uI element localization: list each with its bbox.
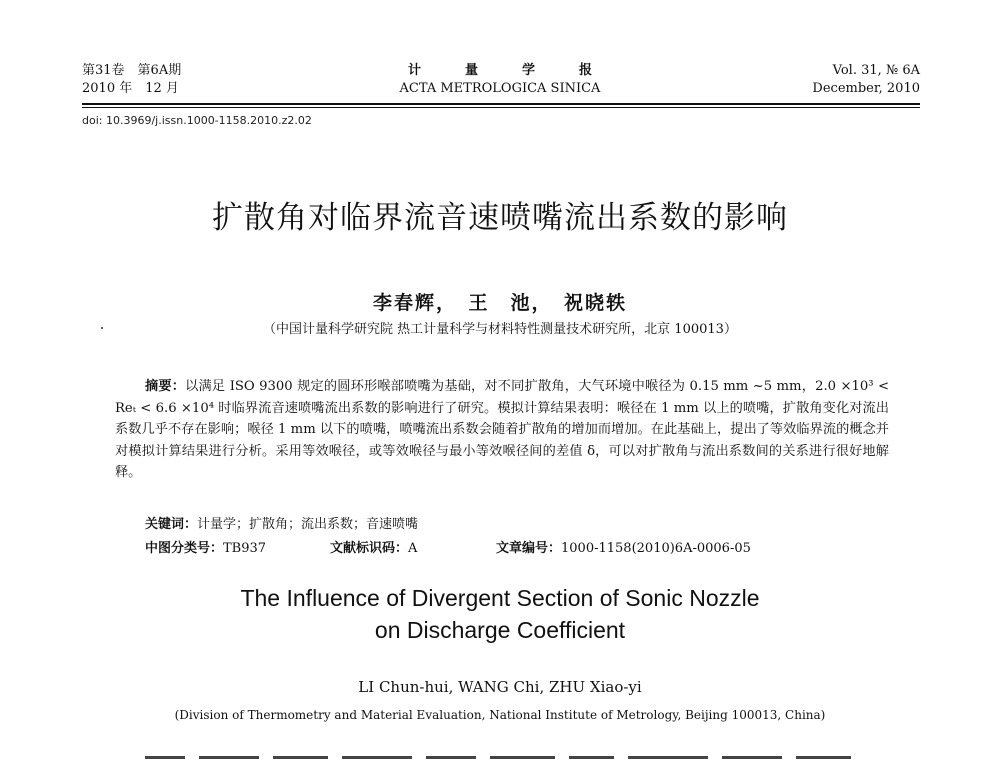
article-number bbox=[496, 537, 751, 556]
doi: doi: 10.3969/j.issn.1000-1158.2010.z2.02 bbox=[82, 114, 312, 127]
date-cn: 2010 年 12 月 bbox=[82, 81, 179, 96]
cut-off-text-line bbox=[145, 748, 885, 760]
title-en-line2: on Discharge Coefficient bbox=[374, 617, 626, 643]
title-en-line1: The Influence of Divergent Section of Sonic Nozzle bbox=[240, 585, 760, 611]
header-rule-thin bbox=[82, 107, 920, 108]
authors-cn: 李春辉， 王 池， 祝晓轶 bbox=[372, 292, 627, 314]
doc-code-label: 文献标识码： bbox=[330, 541, 409, 556]
clc-label: 中图分类号： bbox=[145, 541, 224, 556]
abstract bbox=[115, 376, 889, 484]
keywords-text: 计量学；扩散角；流出系数；音速喷嘴 bbox=[197, 517, 419, 532]
article-no-value: 1000-1158(2010)6A-0006-05 bbox=[561, 541, 751, 556]
header-right bbox=[812, 62, 920, 98]
title-en bbox=[0, 582, 1000, 646]
affiliation-cn: （中国计量科学研究院 热工计量科学与材料特性测量技术研究所，北京 100013） bbox=[263, 322, 737, 337]
header-rule-thick bbox=[82, 103, 920, 105]
journal-name-cn: 计量学报 bbox=[407, 63, 636, 78]
header-center bbox=[300, 62, 700, 98]
abstract-text: 以满足 ISO 9300 规定的圆环形喉部喷嘴为基础，对不同扩散角，大气环境中喉径为 0.15 mm ~5 mm，2.0 ×10³ < Reₜ < 6.6 ×10⁴ 时临界流音速喷嘴流出系数的影响进行了研究。模拟计算结果表明：喉径在 1 mm 以上的喷嘴，扩散角变化对流出系数几乎不存在影响；喉径 1 mm 以下的喷嘴，喷嘴流出系数会随着扩散角的增加而增加。在此基础上，提出了等效临界流的概念并对模拟计算结果进行分析。采用等效喉径，或等效喉径与最小等效喉径间的差值 δ，可以对扩散角与流出系数间的关系进行很好地解释。 bbox=[115, 379, 890, 480]
article-no-label: 文章编号： bbox=[496, 541, 562, 556]
header-left bbox=[82, 62, 181, 98]
doc-code-value: A bbox=[408, 541, 418, 556]
volume-issue: 第31卷 第6A期 bbox=[82, 63, 182, 78]
volume-en: Vol. 31, № 6A bbox=[832, 63, 920, 78]
date-en: December, 2010 bbox=[812, 81, 920, 96]
clc-number bbox=[145, 537, 266, 556]
authors-en: LI Chun-hui, WANG Chi, ZHU Xiao-yi bbox=[358, 678, 642, 696]
journal-name-en: ACTA METROLOGICA SINICA bbox=[399, 81, 601, 96]
affiliation-en: (Division of Thermometry and Material Evaluation, National Institute of Metrology, Beijing 100013, China) bbox=[174, 708, 826, 722]
clc-value: TB937 bbox=[223, 541, 267, 556]
document-code bbox=[330, 537, 417, 556]
keywords bbox=[145, 513, 418, 532]
title-cn: 扩散角对临界流音速喷嘴流出系数的影响 bbox=[212, 200, 788, 236]
keywords-label: 关键词： bbox=[145, 517, 198, 532]
abstract-label: 摘要： bbox=[145, 379, 186, 394]
